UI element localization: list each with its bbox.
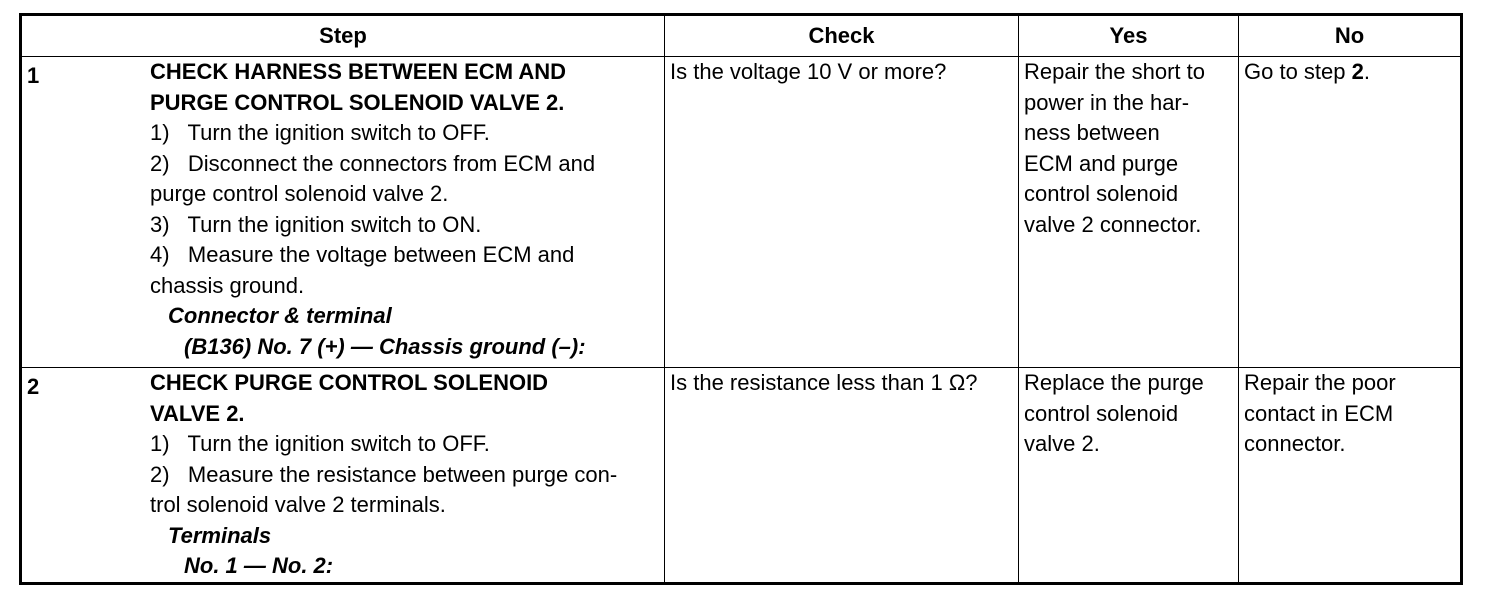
- step-instruction: 2) Measure the resistance between purge con-: [150, 461, 618, 487]
- step-number: 1: [27, 63, 40, 88]
- header-yes: Yes: [1019, 15, 1239, 57]
- step-title-line: PURGE CONTROL SOLENOID VALVE 2.: [150, 89, 565, 115]
- no-suffix: .: [1363, 59, 1370, 84]
- terminals-heading: Terminals: [168, 522, 272, 548]
- check-question: Is the resistance less than 1 Ω?: [670, 370, 978, 395]
- check-cell: [665, 368, 1019, 584]
- header-check: Check: [665, 15, 1019, 57]
- yes-line: Repair the short to: [1024, 59, 1205, 84]
- step-instruction: trol solenoid valve 2 terminals.: [150, 492, 446, 517]
- step-instruction: 1) Turn the ignition switch to OFF.: [150, 120, 490, 145]
- yes-line: valve 2.: [1024, 431, 1100, 456]
- yes-cell: [1019, 368, 1239, 584]
- no-prefix: Go to step: [1244, 59, 1352, 84]
- go-to-step-number: 2: [1351, 59, 1364, 84]
- step-instruction: purge control solenoid valve 2.: [150, 181, 449, 206]
- step-cell: [21, 368, 665, 584]
- step-title-line: CHECK HARNESS BETWEEN ECM AND: [150, 59, 566, 84]
- yes-line: ness between: [1024, 120, 1160, 145]
- yes-line: power in the har-: [1024, 89, 1190, 115]
- step-instruction: 2) Disconnect the connectors from ECM and: [150, 150, 596, 176]
- header-row: [21, 15, 1462, 57]
- terminals-detail: No. 1 — No. 2:: [184, 553, 334, 578]
- table-row: [21, 57, 1462, 368]
- table-row: [21, 368, 1462, 584]
- step-cell: [21, 57, 665, 368]
- yes-line: Replace the purge: [1024, 370, 1204, 395]
- connector-detail: (B136) No. 7 (+) — Chassis ground (–):: [184, 333, 586, 359]
- yes-line: ECM and purge: [1024, 150, 1179, 176]
- yes-cell: [1019, 57, 1239, 368]
- yes-line: control solenoid: [1024, 400, 1179, 426]
- no-cell: [1239, 368, 1462, 584]
- check-cell: [665, 57, 1019, 368]
- diagnostic-table: [19, 13, 1463, 585]
- step-number: 2: [27, 374, 40, 399]
- connector-heading: Connector & terminal: [168, 303, 392, 328]
- no-action: [1244, 57, 1455, 88]
- yes-line: control solenoid: [1024, 181, 1179, 206]
- header-no: No: [1239, 15, 1462, 57]
- check-question: Is the voltage 10 V or more?: [670, 59, 947, 84]
- step-body: [150, 368, 659, 582]
- step-instruction: chassis ground.: [150, 272, 305, 298]
- step-title-line: VALVE 2.: [150, 400, 245, 426]
- header-step: Step: [21, 15, 665, 57]
- no-line: Repair the poor: [1244, 370, 1396, 395]
- step-title-line: CHECK PURGE CONTROL SOLENOID: [150, 370, 549, 395]
- no-cell: [1239, 57, 1462, 368]
- yes-line: valve 2 connector.: [1024, 211, 1202, 237]
- step-instruction: 1) Turn the ignition switch to OFF.: [150, 431, 490, 456]
- step-body: [150, 57, 659, 362]
- no-line: contact in ECM: [1244, 400, 1394, 426]
- step-instruction: 3) Turn the ignition switch to ON.: [150, 211, 482, 237]
- no-line: connector.: [1244, 431, 1346, 456]
- step-instruction: 4) Measure the voltage between ECM and: [150, 242, 575, 267]
